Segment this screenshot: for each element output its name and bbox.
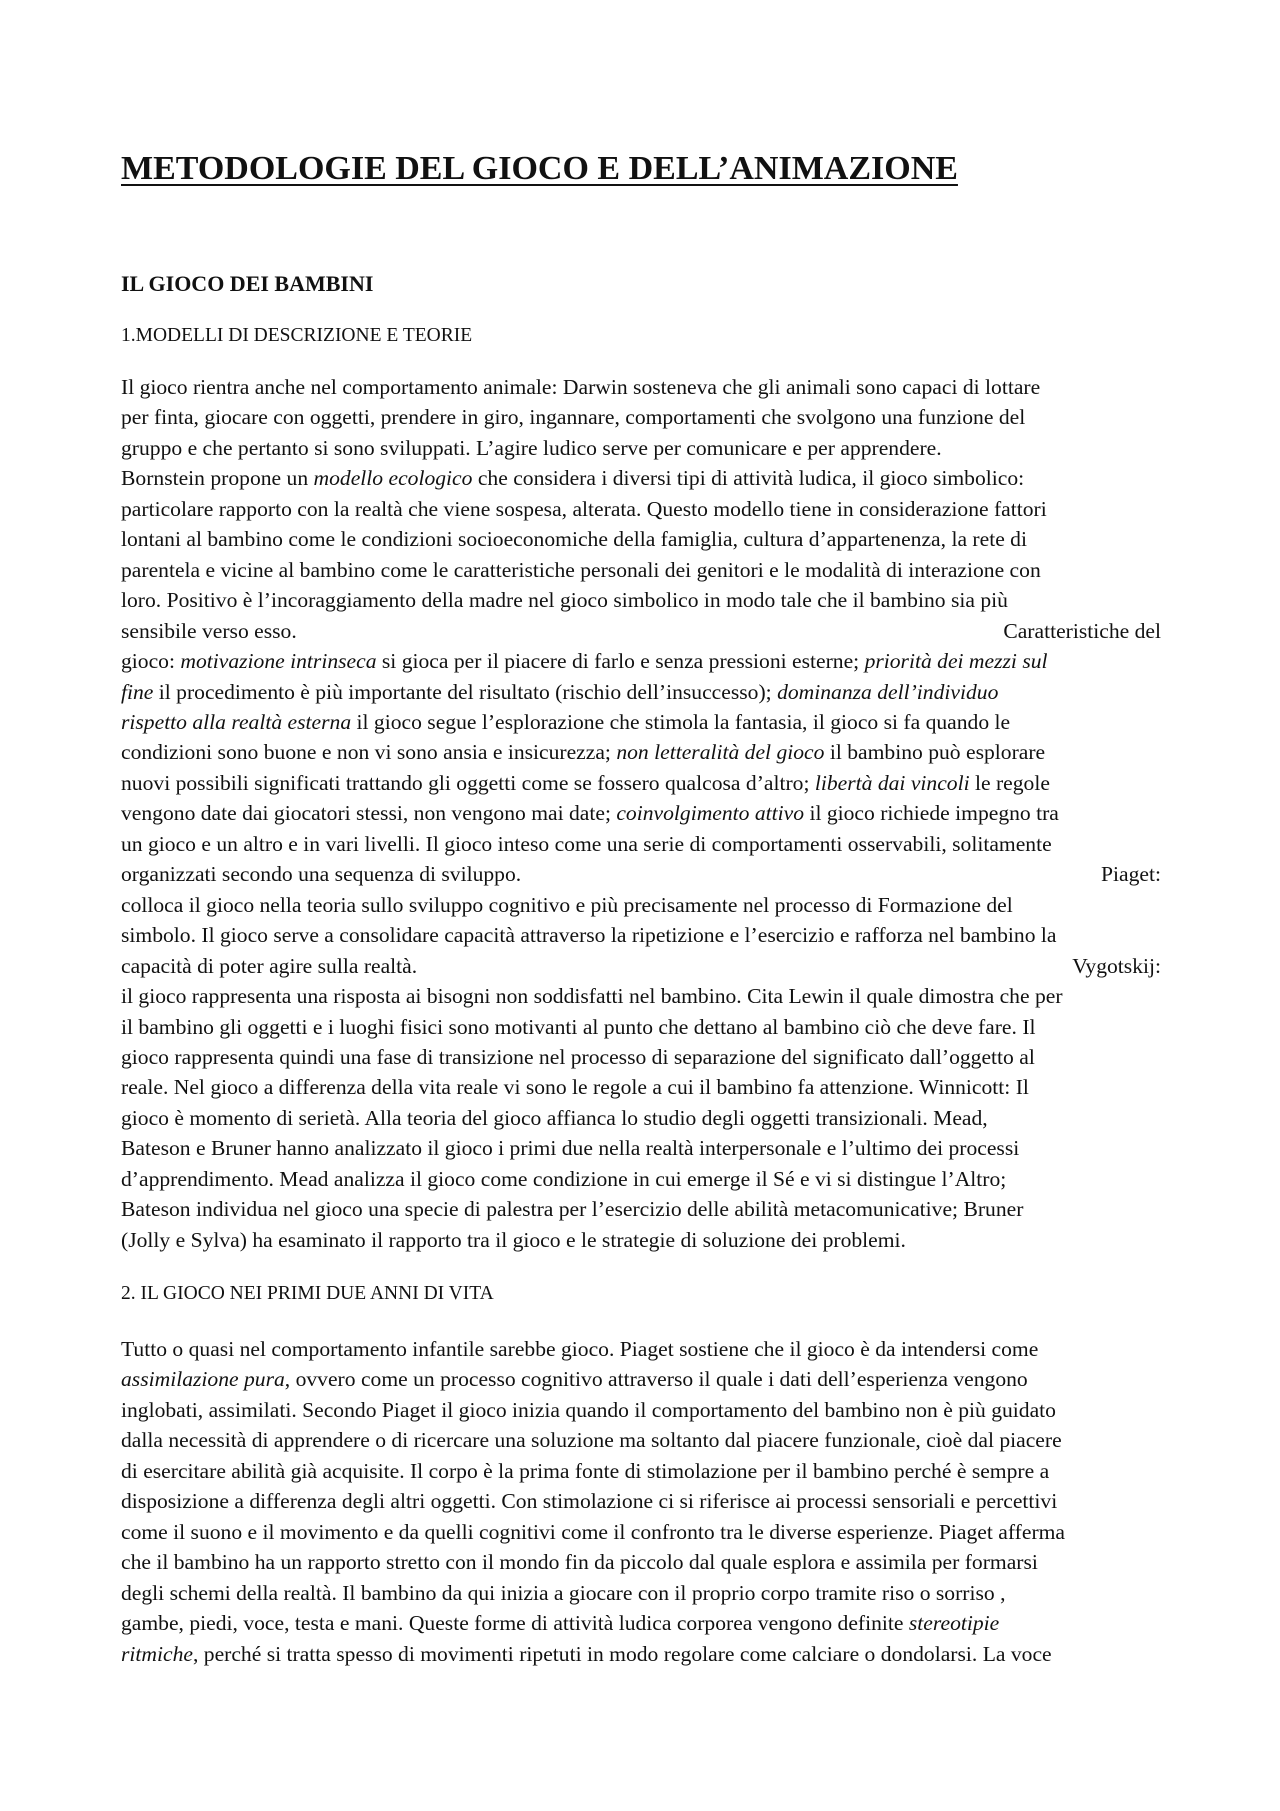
italic-term: coinvolgimento attivo <box>616 801 805 826</box>
text-line: ritmiche, perché si tratta spesso di movimenti ripetuti in modo regolare come calciare o dondolarsi. La voce <box>121 1641 1052 1666</box>
text-line: un gioco e un altro e in vari livelli. Il gioco inteso come una serie di comportamenti osservabili, solitamente <box>121 831 1052 856</box>
paragraph-first-two-years <box>121 1334 1161 1669</box>
italic-term: rispetto alla realtà esterna <box>121 709 352 734</box>
text-line: di esercitare abilità già acquisite. Il corpo è la prima fonte di stimolazione per il bambino perché è sempre a <box>121 1458 1050 1483</box>
text-line: Bornstein propone un modello ecologico che considera i diversi tipi di attività ludica, il gioco simbolico: <box>121 466 1025 491</box>
text-line: per finta, giocare con oggetti, prendere in giro, ingannare, comportamenti che svolgono una funzione del <box>121 405 1026 430</box>
text-line: inglobati, assimilati. Secondo Piaget il gioco inizia quando il comportamento del bambino non è più guidato <box>121 1397 1056 1422</box>
text-line: il gioco rappresenta una risposta ai bisogni non soddisfatti nel bambino. Cita Lewin il quale dimostra che per <box>121 984 1063 1009</box>
text-line: gioco: motivazione intrinseca si gioca per il piacere di farlo e senza pressioni esterne; priorità dei mezzi sul <box>121 649 1048 674</box>
text-line: come il suono e il movimento e da quelli cognitivi come il confronto tra le diverse esperienze. Piaget afferma <box>121 1519 1066 1544</box>
italic-term: priorità dei mezzi sul <box>864 649 1048 674</box>
text-line: dalla necessità di apprendere o di ricercare una soluzione ma soltanto dal piacere funzionale, cioè dal piacere <box>121 1428 1062 1453</box>
text-line: il bambino gli oggetti e i luoghi fisici sono motivanti al punto che dettano al bambino ciò che deve fare. Il <box>121 1014 1036 1039</box>
text-line: che il bambino ha un rapporto stretto con il mondo fin da piccolo dal quale esplora e assimila per formarsi <box>121 1550 1038 1575</box>
italic-term: assimilazione pura <box>121 1367 285 1392</box>
text-line: disposizione a differenza degli altri oggetti. Con stimolazione ci si riferisce ai processi sensoriali e percettivi <box>121 1489 1058 1514</box>
text-line: (Jolly e Sylva) ha esaminato il rapporto tra il gioco e le strategie di soluzione dei problemi. <box>121 1227 906 1252</box>
text-line: Il gioco rientra anche nel comportamento animale: Darwin sosteneva che gli animali sono capaci di lottare <box>121 375 1041 399</box>
text-line: Bateson e Bruner hanno analizzato il gioco i primi due nella realtà interpersonale e l’ultimo dei processi <box>121 1136 1020 1161</box>
subheading-models-theories: 1.MODELLI DI DESCRIZIONE E TEORIE <box>121 325 473 346</box>
text-line: particolare rapporto con la realtà che viene sospesa, alterata. Questo modello tiene in considerazione fattori <box>121 496 1047 521</box>
text-line: nuovi possibili significati trattando gli oggetti come se fossero qualcosa d’altro; libertà dai vincoli le regole <box>121 770 1050 795</box>
italic-term: dominanza dell’individuo <box>777 679 999 704</box>
text-line: gruppo e che pertanto si sono sviluppati. L’agire ludico serve per comunicare e per apprendere. <box>121 435 942 460</box>
text-line: sensibile verso esso. Caratteristiche del <box>121 618 1161 643</box>
text-line: capacità di poter agire sulla realtà. Vygotskij: <box>121 953 1161 978</box>
subheading-first-two-years: 2. IL GIOCO NEI PRIMI DUE ANNI DI VITA <box>121 1283 494 1304</box>
italic-term: ritmiche <box>121 1641 193 1666</box>
text-line: fine il procedimento è più importante del risultato (rischio dell’insuccesso); dominanza dell’individuo <box>121 679 999 704</box>
italic-term: libertà dai vincoli <box>814 770 970 795</box>
text-line: Tutto o quasi nel comportamento infantile sarebbe gioco. Piaget sostiene che il gioco è da intendersi come <box>121 1337 1039 1361</box>
text-line: parentela e vicine al bambino come le caratteristiche personali dei genitori e le modalità di interazione con <box>121 557 1041 582</box>
text-line: degli schemi della realtà. Il bambino da qui inizia a giocare con il proprio corpo tramite riso o sorriso , <box>121 1580 1006 1605</box>
italic-term: motivazione intrinseca <box>180 649 377 674</box>
text-line: condizioni sono buone e non vi sono ansia e insicurezza; non letteralità del gioco il bambino può esplorare <box>121 740 1046 765</box>
italic-term: non letteralità del gioco <box>616 740 825 765</box>
text-line: gioco rappresenta quindi una fase di transizione nel processo di separazione del significato dall’oggetto al <box>121 1044 1035 1069</box>
text-line: d’apprendimento. Mead analizza il gioco come condizione in cui emerge il Sé e vi si distingue l’Altro; <box>121 1166 1007 1191</box>
italic-term: stereotipie <box>908 1611 1000 1636</box>
paragraph-models-theories <box>121 372 1161 1255</box>
text-line: vengono date dai giocatori stessi, non vengono mai date; coinvolgimento attivo il gioco richiede impegno tra <box>121 801 1059 826</box>
section-heading: IL GIOCO DEI BAMBINI <box>121 271 374 296</box>
italic-term: modello ecologico <box>313 466 473 491</box>
text-line: reale. Nel gioco a differenza della vita reale vi sono le regole a cui il bambino fa attenzione. Winnicott: Il <box>121 1075 1029 1100</box>
text-line: rispetto alla realtà esterna il gioco segue l’esplorazione che stimola la fantasia, il gioco si fa quando le <box>121 709 1011 734</box>
text-line: gambe, piedi, voce, testa e mani. Queste forme di attività ludica corporea vengono definite stereotipie <box>121 1611 1000 1636</box>
text-line: assimilazione pura, ovvero come un processo cognitivo attraverso il quale i dati dell’esperienza vengono <box>121 1367 1028 1392</box>
text-line: gioco è momento di serietà. Alla teoria del gioco affianca lo studio degli oggetti transizionali. Mead, <box>121 1105 988 1130</box>
text-line: loro. Positivo è l’incoraggiamento della madre nel gioco simbolico in modo tale che il bambino sia più <box>121 588 1008 613</box>
text-line: Bateson individua nel gioco una specie di palestra per l’esercizio delle abilità metacomunicative; Bruner <box>121 1197 1024 1222</box>
italic-term: fine <box>121 679 154 704</box>
text-line: lontani al bambino come le condizioni socioeconomiche della famiglia, cultura d’appartenenza, la rete di <box>121 527 1027 552</box>
document-title: METODOLOGIE DEL GIOCO E DELL’ANIMAZIONE <box>121 150 958 187</box>
text-line: colloca il gioco nella teoria sullo sviluppo cognitivo e più precisamente nel processo di Formazione del <box>121 892 1013 917</box>
text-line: simbolo. Il gioco serve a consolidare capacità attraverso la ripetizione e l’esercizio e rafforza nel bambino la <box>121 923 1057 948</box>
text-line: organizzati secondo una sequenza di sviluppo. Piaget: <box>121 862 1161 887</box>
